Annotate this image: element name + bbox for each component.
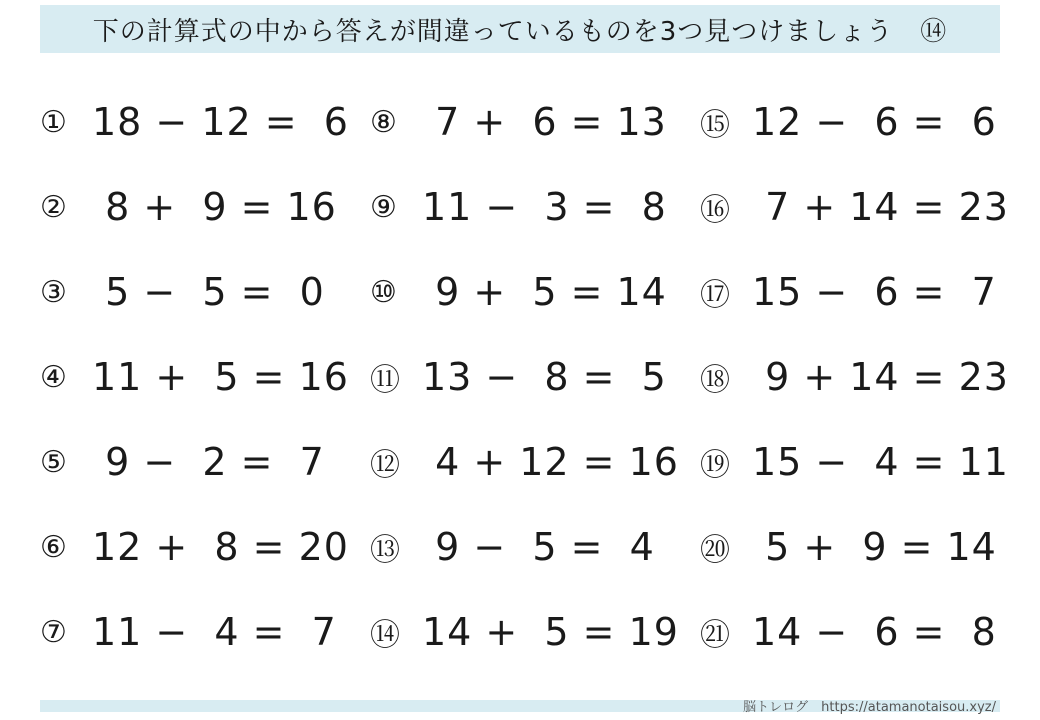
problem-item <box>700 80 1030 164</box>
problem-expression: 9 + 14 = 23 <box>752 355 1009 399</box>
problem-expression: 4 + 12 = 16 <box>422 440 679 484</box>
problem-expression: 13 − 8 = 5 <box>422 355 667 399</box>
problem-item <box>40 80 370 164</box>
problem-number: ㉑ <box>700 618 730 653</box>
problem-number: ⑰ <box>700 278 730 313</box>
problem-number: ④ <box>40 359 67 395</box>
problem-expression: 12 + 8 = 20 <box>92 525 349 569</box>
problem-expression: 11 + 5 = 16 <box>92 355 349 399</box>
problem-expression: 5 + 9 = 14 <box>752 525 997 569</box>
problem-item <box>700 165 1030 249</box>
footer-credit: 脳トレログ https://atamanotaisou.xyz/ <box>743 700 996 715</box>
problem-number: ⑯ <box>700 193 730 228</box>
problem-expression: 9 − 2 = 7 <box>92 440 325 484</box>
problem-item <box>370 505 700 589</box>
problem-item <box>370 80 700 164</box>
problem-number: ⑬ <box>370 533 400 568</box>
problem-expression: 7 + 14 = 23 <box>752 185 1009 229</box>
problem-item <box>40 250 370 334</box>
problem-number: ② <box>40 189 67 225</box>
problem-item <box>40 335 370 419</box>
problem-grid <box>40 80 1009 680</box>
problem-number: ⑫ <box>370 448 400 483</box>
problem-number: ⑦ <box>40 614 67 650</box>
problem-number: ⑥ <box>40 529 67 565</box>
problem-number: ① <box>40 104 67 140</box>
problem-number: ⑳ <box>700 533 730 568</box>
problem-item <box>40 420 370 504</box>
problem-expression: 18 − 12 = 6 <box>92 100 349 144</box>
problem-item <box>700 420 1030 504</box>
problem-item <box>700 505 1030 589</box>
problem-expression: 14 − 6 = 8 <box>752 610 997 654</box>
problem-item <box>700 335 1030 419</box>
problem-expression: 11 − 3 = 8 <box>422 185 667 229</box>
problem-item <box>370 250 700 334</box>
problem-item <box>40 165 370 249</box>
problem-expression: 5 − 5 = 0 <box>92 270 325 314</box>
problem-expression: 15 − 4 = 11 <box>752 440 1009 484</box>
problem-number: ③ <box>40 274 67 310</box>
problem-item <box>700 590 1030 674</box>
problem-expression: 12 − 6 = 6 <box>752 100 997 144</box>
problem-number: ⑤ <box>40 444 67 480</box>
problem-expression: 7 + 6 = 13 <box>422 100 667 144</box>
problem-item <box>370 420 700 504</box>
problem-item <box>40 505 370 589</box>
page-title: 下の計算式の中から答えが間違っているものを3つ見つけましょう ⑭ <box>92 16 948 47</box>
problem-number: ⑩ <box>370 274 397 310</box>
problem-number: ⑧ <box>370 104 397 140</box>
problem-number: ⑱ <box>700 363 730 398</box>
problem-item <box>700 250 1030 334</box>
problem-number: ⑭ <box>370 618 400 653</box>
problem-expression: 8 + 9 = 16 <box>92 185 337 229</box>
problem-number: ⑨ <box>370 189 397 225</box>
problem-number: ⑮ <box>700 108 730 143</box>
problem-item <box>370 165 700 249</box>
problem-expression: 9 + 5 = 14 <box>422 270 667 314</box>
problem-expression: 11 − 4 = 7 <box>92 610 337 654</box>
problem-expression: 15 − 6 = 7 <box>752 270 997 314</box>
problem-item <box>370 335 700 419</box>
problem-item <box>40 590 370 674</box>
problem-expression: 14 + 5 = 19 <box>422 610 679 654</box>
problem-expression: 9 − 5 = 4 <box>422 525 655 569</box>
title-bar <box>40 5 1000 53</box>
problem-item <box>370 590 700 674</box>
problem-number: ⑪ <box>370 363 400 398</box>
problem-number: ⑲ <box>700 448 730 483</box>
